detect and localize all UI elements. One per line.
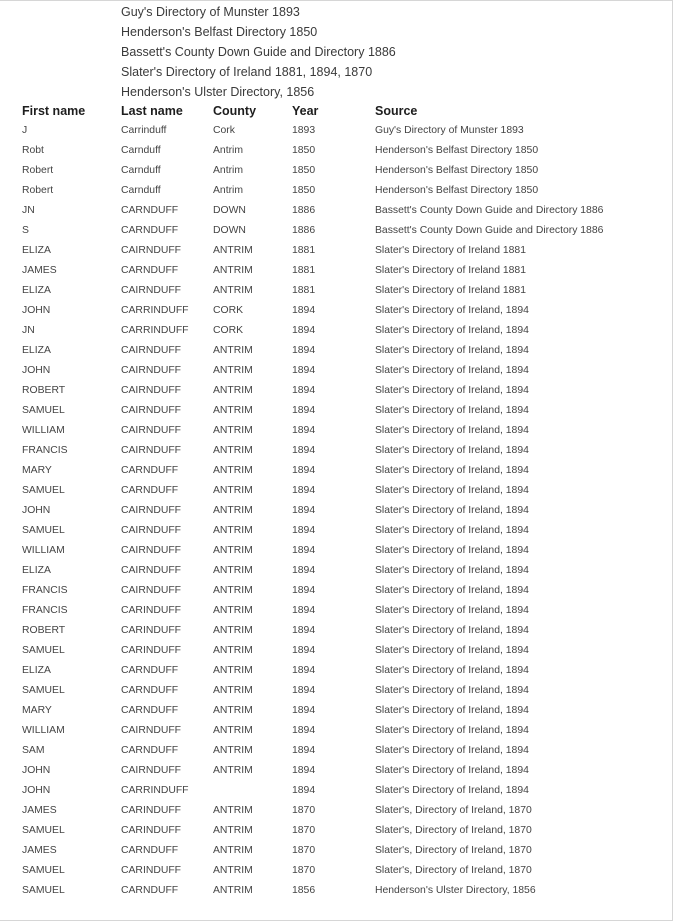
last-name-cell: CARINDUFF (121, 625, 182, 636)
source-cell: Slater's Directory of Ireland, 1894 (375, 625, 529, 636)
county-cell: DOWN (213, 225, 246, 236)
first-name-cell: SAMUEL (22, 485, 65, 496)
county-cell: ANTRIM (213, 825, 253, 836)
first-name-cell: SAMUEL (22, 685, 65, 696)
table-row (0, 701, 674, 721)
table-row (0, 321, 674, 341)
source-cell: Henderson's Ulster Directory, 1856 (375, 885, 536, 896)
last-name-cell: CAIRNDUFF (121, 765, 182, 776)
header-last-name: Last name (121, 104, 183, 118)
source-cell: Henderson's Belfast Directory 1850 (375, 145, 539, 156)
first-name-cell: ELIZA (22, 565, 51, 576)
table-row (0, 521, 674, 541)
county-cell: ANTRIM (213, 485, 253, 496)
source-cell: Slater's Directory of Ireland, 1894 (375, 505, 529, 516)
first-name-cell: JN (22, 205, 35, 216)
table-row (0, 301, 674, 321)
source-item: Bassett's County Down Guide and Directory 1886 (121, 45, 396, 59)
first-name-cell: S (22, 225, 29, 236)
county-cell: ANTRIM (213, 765, 253, 776)
header-source: Source (375, 104, 418, 118)
source-cell: Slater's Directory of Ireland, 1894 (375, 545, 529, 556)
first-name-cell: JOHN (22, 505, 51, 516)
last-name-cell: CARINDUFF (121, 605, 182, 616)
last-name-cell: CARINDUFF (121, 825, 182, 836)
last-name-cell: Carnduff (121, 145, 161, 156)
last-name-cell: CAIRNDUFF (121, 565, 182, 576)
last-name-cell: CARINDUFF (121, 865, 182, 876)
table-row (0, 761, 674, 781)
last-name-cell: CAIRNDUFF (121, 725, 182, 736)
first-name-cell: FRANCIS (22, 445, 68, 456)
county-cell: ANTRIM (213, 245, 253, 256)
first-name-cell: SAMUEL (22, 645, 65, 656)
table-header (0, 101, 674, 121)
year-cell: 1894 (292, 425, 316, 436)
source-cell: Henderson's Belfast Directory 1850 (375, 165, 539, 176)
source-cell: Slater's, Directory of Ireland, 1870 (375, 845, 532, 856)
year-cell: 1894 (292, 725, 316, 736)
table-row (0, 581, 674, 601)
source-cell: Slater's Directory of Ireland, 1894 (375, 705, 529, 716)
source-cell: Slater's Directory of Ireland, 1894 (375, 465, 529, 476)
year-cell: 1894 (292, 765, 316, 776)
year-cell: 1894 (292, 565, 316, 576)
last-name-cell: CARNDUFF (121, 745, 179, 756)
header-county: County (213, 104, 257, 118)
table-row (0, 561, 674, 581)
source-cell: Slater's Directory of Ireland, 1894 (375, 305, 529, 316)
source-cell: Slater's Directory of Ireland, 1894 (375, 765, 529, 776)
county-cell: ANTRIM (213, 345, 253, 356)
last-name-cell: CARNDUFF (121, 485, 179, 496)
county-cell: ANTRIM (213, 365, 253, 376)
last-name-cell: CARNDUFF (121, 665, 179, 676)
year-cell: 1856 (292, 885, 316, 896)
table-row (0, 721, 674, 741)
first-name-cell: FRANCIS (22, 585, 68, 596)
source-cell: Slater's Directory of Ireland, 1894 (375, 585, 529, 596)
last-name-cell: CARINDUFF (121, 805, 182, 816)
last-name-cell: CAIRNDUFF (121, 545, 182, 556)
county-cell: ANTRIM (213, 865, 253, 876)
county-cell: ANTRIM (213, 805, 253, 816)
first-name-cell: JOHN (22, 305, 51, 316)
county-cell: ANTRIM (213, 445, 253, 456)
table-row (0, 201, 674, 221)
county-cell: ANTRIM (213, 845, 253, 856)
first-name-cell: ELIZA (22, 665, 51, 676)
last-name-cell: CARINDUFF (121, 645, 182, 656)
table-row (0, 261, 674, 281)
first-name-cell: SAM (22, 745, 45, 756)
source-cell: Slater's Directory of Ireland, 1894 (375, 685, 529, 696)
first-name-cell: ROBERT (22, 625, 66, 636)
source-cell: Slater's Directory of Ireland, 1894 (375, 325, 529, 336)
table-row (0, 881, 674, 901)
last-name-cell: CARNDUFF (121, 845, 179, 856)
year-cell: 1894 (292, 605, 316, 616)
year-cell: 1850 (292, 185, 316, 196)
source-cell: Slater's Directory of Ireland, 1894 (375, 565, 529, 576)
table-row (0, 421, 674, 441)
source-cell: Bassett's County Down Guide and Directory 1886 (375, 205, 604, 216)
table-row (0, 161, 674, 181)
source-cell: Slater's Directory of Ireland, 1894 (375, 425, 529, 436)
first-name-cell: JAMES (22, 845, 57, 856)
last-name-cell: CARNDUFF (121, 225, 179, 236)
source-cell: Slater's Directory of Ireland 1881 (375, 265, 526, 276)
first-name-cell: SAMUEL (22, 525, 65, 536)
year-cell: 1894 (292, 365, 316, 376)
source-cell: Bassett's County Down Guide and Directory 1886 (375, 225, 604, 236)
table-row (0, 401, 674, 421)
first-name-cell: FRANCIS (22, 605, 68, 616)
first-name-cell: JAMES (22, 265, 57, 276)
header-first-name: First name (22, 104, 86, 118)
table-row (0, 841, 674, 861)
last-name-cell: CAIRNDUFF (121, 505, 182, 516)
last-name-cell: CAIRNDUFF (121, 365, 182, 376)
table-row (0, 601, 674, 621)
source-item: Guy's Directory of Munster 1893 (121, 5, 300, 19)
year-cell: 1894 (292, 585, 316, 596)
table-row (0, 541, 674, 561)
year-cell: 1894 (292, 385, 316, 396)
table-row (0, 381, 674, 401)
first-name-cell: J (22, 125, 28, 136)
source-cell: Slater's Directory of Ireland, 1894 (375, 365, 529, 376)
source-item: Slater's Directory of Ireland 1881, 1894, 1870 (121, 65, 373, 79)
first-name-cell: JAMES (22, 805, 57, 816)
table-row (0, 461, 674, 481)
source-cell: Slater's Directory of Ireland, 1894 (375, 725, 529, 736)
county-cell: ANTRIM (213, 525, 253, 536)
source-cell: Slater's Directory of Ireland, 1894 (375, 385, 529, 396)
table-row (0, 181, 674, 201)
table-row (0, 801, 674, 821)
last-name-cell: CAIRNDUFF (121, 585, 182, 596)
year-cell: 1881 (292, 265, 316, 276)
county-cell: ANTRIM (213, 285, 253, 296)
last-name-cell: CARNDUFF (121, 205, 179, 216)
county-cell: Antrim (213, 165, 244, 176)
year-cell: 1894 (292, 525, 316, 536)
first-name-cell: SAMUEL (22, 825, 65, 836)
last-name-cell: CARNDUFF (121, 265, 179, 276)
source-cell: Slater's Directory of Ireland, 1894 (375, 525, 529, 536)
last-name-cell: Carnduff (121, 185, 161, 196)
source-cell: Slater's, Directory of Ireland, 1870 (375, 865, 532, 876)
last-name-cell: Carrinduff (121, 125, 167, 136)
records-table (0, 101, 674, 901)
year-cell: 1894 (292, 325, 316, 336)
first-name-cell: JOHN (22, 365, 51, 376)
first-name-cell: ROBERT (22, 385, 66, 396)
county-cell: ANTRIM (213, 685, 253, 696)
table-row (0, 501, 674, 521)
last-name-cell: CARRINDUFF (121, 785, 189, 796)
first-name-cell: SAMUEL (22, 885, 65, 896)
table-row (0, 141, 674, 161)
table-row (0, 861, 674, 881)
first-name-cell: SAMUEL (22, 405, 65, 416)
county-cell: ANTRIM (213, 385, 253, 396)
county-cell: ANTRIM (213, 585, 253, 596)
year-cell: 1894 (292, 745, 316, 756)
first-name-cell: ELIZA (22, 345, 51, 356)
county-cell: Antrim (213, 145, 244, 156)
table-row (0, 621, 674, 641)
table-row (0, 741, 674, 761)
year-cell: 1870 (292, 865, 316, 876)
year-cell: 1894 (292, 625, 316, 636)
year-cell: 1886 (292, 205, 316, 216)
table-row (0, 641, 674, 661)
source-cell: Slater's Directory of Ireland, 1894 (375, 785, 529, 796)
year-cell: 1894 (292, 645, 316, 656)
county-cell: ANTRIM (213, 505, 253, 516)
first-name-cell: MARY (22, 705, 52, 716)
year-cell: 1894 (292, 485, 316, 496)
county-cell: ANTRIM (213, 405, 253, 416)
county-cell: CORK (213, 305, 244, 316)
source-cell: Slater's Directory of Ireland, 1894 (375, 665, 529, 676)
county-cell: ANTRIM (213, 465, 253, 476)
source-item: Henderson's Belfast Directory 1850 (121, 25, 318, 39)
last-name-cell: CAIRNDUFF (121, 385, 182, 396)
first-name-cell: WILLIAM (22, 725, 65, 736)
county-cell: DOWN (213, 205, 246, 216)
year-cell: 1870 (292, 805, 316, 816)
last-name-cell: CAIRNDUFF (121, 445, 182, 456)
table-row (0, 681, 674, 701)
first-name-cell: Robert (22, 165, 54, 176)
last-name-cell: CARRINDUFF (121, 325, 189, 336)
year-cell: 1881 (292, 245, 316, 256)
year-cell: 1894 (292, 405, 316, 416)
table-row (0, 241, 674, 261)
source-cell: Slater's Directory of Ireland, 1894 (375, 345, 529, 356)
source-cell: Slater's Directory of Ireland, 1894 (375, 485, 529, 496)
first-name-cell: SAMUEL (22, 865, 65, 876)
last-name-cell: CARRINDUFF (121, 305, 189, 316)
table-row (0, 341, 674, 361)
first-name-cell: JN (22, 325, 35, 336)
first-name-cell: Robt (22, 145, 44, 156)
table-row (0, 361, 674, 381)
year-cell: 1850 (292, 145, 316, 156)
last-name-cell: CAIRNDUFF (121, 525, 182, 536)
county-cell: ANTRIM (213, 265, 253, 276)
county-cell: ANTRIM (213, 605, 253, 616)
year-cell: 1894 (292, 305, 316, 316)
source-cell: Slater's Directory of Ireland, 1894 (375, 445, 529, 456)
first-name-cell: WILLIAM (22, 545, 65, 556)
county-cell: CORK (213, 325, 244, 336)
county-cell: ANTRIM (213, 425, 253, 436)
last-name-cell: CAIRNDUFF (121, 425, 182, 436)
table-row (0, 441, 674, 461)
county-cell: ANTRIM (213, 565, 253, 576)
county-cell: ANTRIM (213, 545, 253, 556)
first-name-cell: Robert (22, 185, 54, 196)
table-row (0, 661, 674, 681)
first-name-cell: JOHN (22, 765, 51, 776)
last-name-cell: CAIRNDUFF (121, 245, 182, 256)
source-cell: Slater's Directory of Ireland, 1894 (375, 745, 529, 756)
source-item: Henderson's Ulster Directory, 1856 (121, 85, 315, 99)
county-cell: Cork (213, 125, 235, 136)
table-row (0, 121, 674, 141)
source-cell: Slater's Directory of Ireland 1881 (375, 245, 526, 256)
county-cell: ANTRIM (213, 665, 253, 676)
first-name-cell: ELIZA (22, 285, 51, 296)
source-cell: Guy's Directory of Munster 1893 (375, 125, 524, 136)
last-name-cell: CARNDUFF (121, 885, 179, 896)
source-cell: Slater's Directory of Ireland 1881 (375, 285, 526, 296)
table-row (0, 781, 674, 801)
last-name-cell: Carnduff (121, 165, 161, 176)
county-cell: ANTRIM (213, 645, 253, 656)
year-cell: 1870 (292, 825, 316, 836)
first-name-cell: JOHN (22, 785, 51, 796)
year-cell: 1894 (292, 545, 316, 556)
source-cell: Slater's Directory of Ireland, 1894 (375, 405, 529, 416)
year-cell: 1894 (292, 505, 316, 516)
year-cell: 1894 (292, 705, 316, 716)
source-cell: Slater's, Directory of Ireland, 1870 (375, 825, 532, 836)
source-cell: Henderson's Belfast Directory 1850 (375, 185, 539, 196)
header-year: Year (292, 104, 319, 118)
year-cell: 1894 (292, 345, 316, 356)
last-name-cell: CAIRNDUFF (121, 405, 182, 416)
year-cell: 1894 (292, 665, 316, 676)
table-row (0, 821, 674, 841)
table-row (0, 481, 674, 501)
year-cell: 1894 (292, 785, 316, 796)
last-name-cell: CAIRNDUFF (121, 345, 182, 356)
source-cell: Slater's Directory of Ireland, 1894 (375, 605, 529, 616)
year-cell: 1870 (292, 845, 316, 856)
year-cell: 1893 (292, 125, 316, 136)
last-name-cell: CARNDUFF (121, 685, 179, 696)
source-cell: Slater's Directory of Ireland, 1894 (375, 645, 529, 656)
county-cell: ANTRIM (213, 745, 253, 756)
year-cell: 1881 (292, 285, 316, 296)
table-row (0, 281, 674, 301)
county-cell: ANTRIM (213, 725, 253, 736)
county-cell: ANTRIM (213, 705, 253, 716)
year-cell: 1886 (292, 225, 316, 236)
first-name-cell: ELIZA (22, 245, 51, 256)
last-name-cell: CAIRNDUFF (121, 285, 182, 296)
county-cell: Antrim (213, 185, 244, 196)
source-cell: Slater's, Directory of Ireland, 1870 (375, 805, 532, 816)
county-cell: ANTRIM (213, 885, 253, 896)
sources-list (121, 2, 396, 102)
year-cell: 1894 (292, 445, 316, 456)
last-name-cell: CARNDUFF (121, 465, 179, 476)
last-name-cell: CARNDUFF (121, 705, 179, 716)
first-name-cell: MARY (22, 465, 52, 476)
table-row (0, 221, 674, 241)
year-cell: 1894 (292, 685, 316, 696)
first-name-cell: WILLIAM (22, 425, 65, 436)
year-cell: 1850 (292, 165, 316, 176)
county-cell: ANTRIM (213, 625, 253, 636)
year-cell: 1894 (292, 465, 316, 476)
